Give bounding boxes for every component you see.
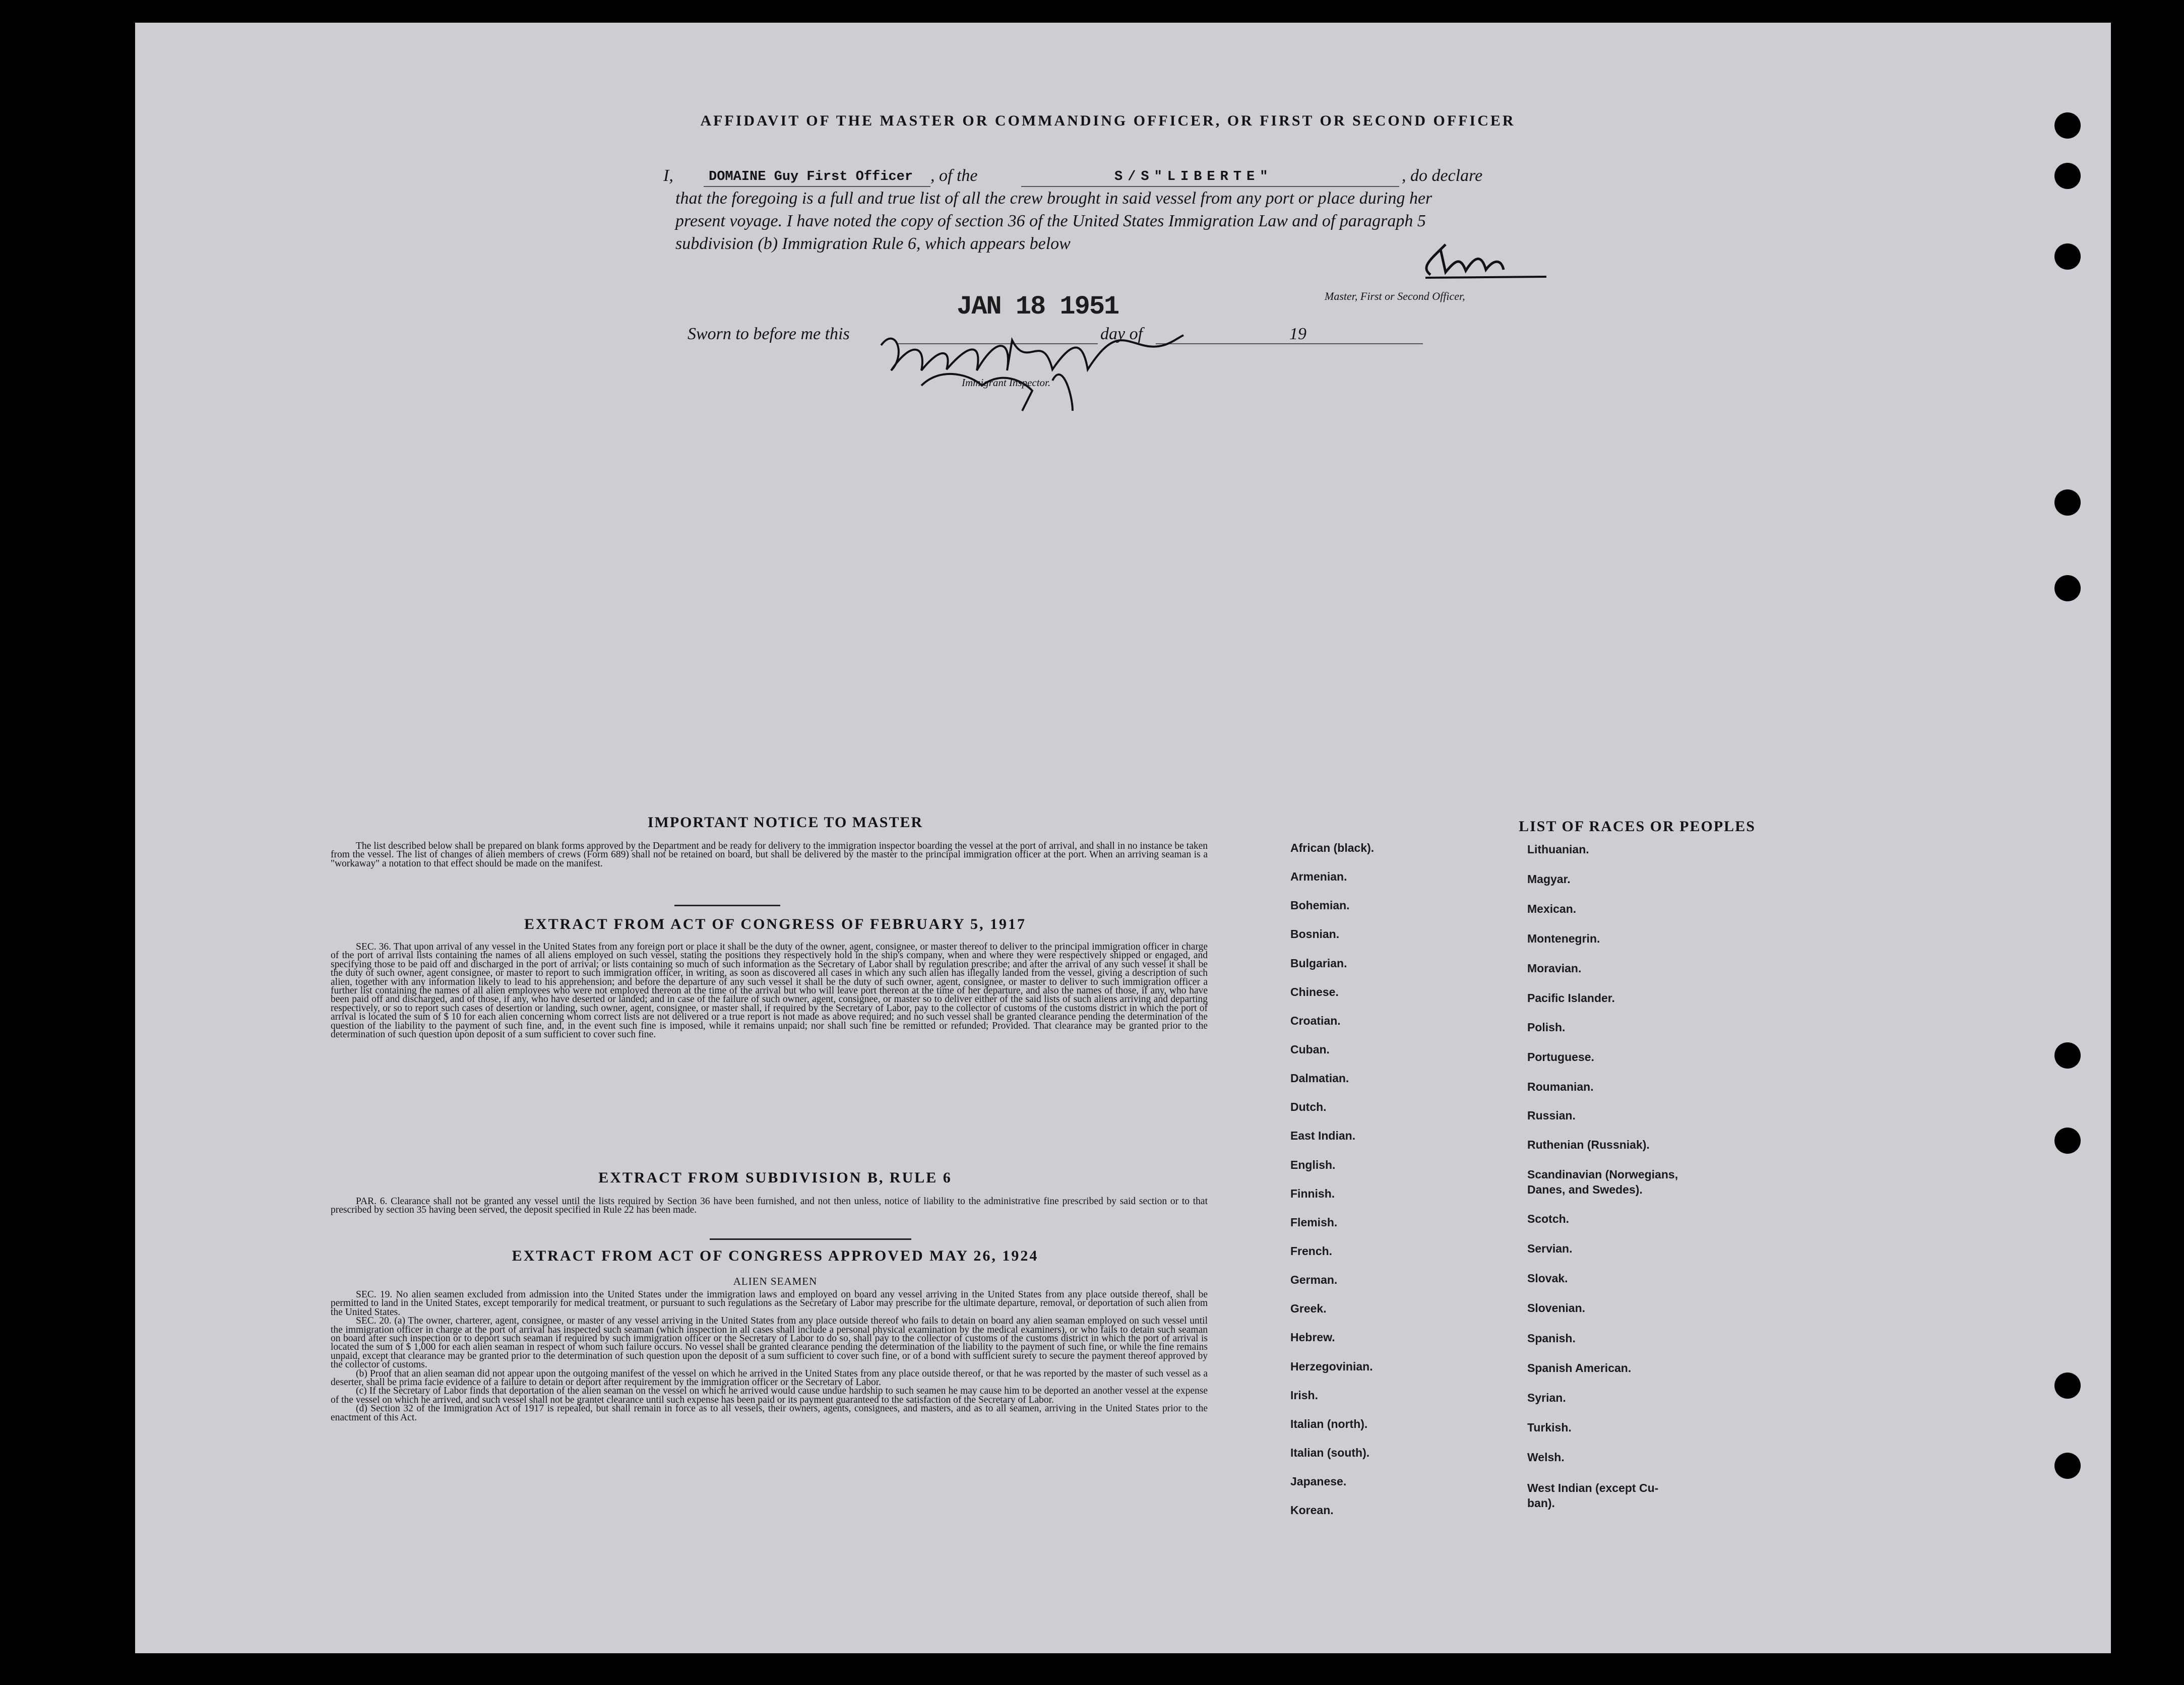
race-item: Flemish. <box>1290 1216 1338 1229</box>
race-item: Portuguese. <box>1527 1050 1594 1064</box>
pronoun-i: I, <box>663 166 673 185</box>
punch-hole <box>2054 243 2081 270</box>
punch-hole <box>2054 163 2081 189</box>
section-20d-paragraph: (d) Section 32 of the Immigration Act of 1917 is repealed, but shall remain in force as to all vessels, their owners, agents, consignees, and masters, and as to all seamen, arriving in the United States prior to the enactment of this Act. <box>331 1403 1208 1423</box>
section-divider <box>710 1238 911 1240</box>
race-item: Dalmatian. <box>1290 1072 1349 1085</box>
affidavit-line-2: that the foregoing is a full and true list of all the crew brought in said vessel from any port or place during her <box>675 189 1432 208</box>
section-20b-paragraph: (b) Proof that an alien seaman did not appear upon the outgoing manifest of the vessel on which he arrived in the United States from any place outside thereof, or that he was reported by the master of such vessel as a deserter, shall be prima facie evidence of a failure to detain or deport after requirement by the immigration officer or the Secretary of Labor. <box>331 1368 1208 1388</box>
extract-rule6-title: EXTRACT FROM SUBDIVISION B, RULE 6 <box>598 1169 952 1186</box>
extract-1917-title: EXTRACT FROM ACT OF CONGRESS OF FEBRUARY 5, 1917 <box>524 916 1027 932</box>
race-item: Spanish. <box>1527 1332 1576 1345</box>
race-item: Danes, and Swedes). <box>1527 1183 1643 1196</box>
race-item: Chinese. <box>1290 985 1339 998</box>
punch-hole <box>2054 489 2081 516</box>
extract-1924-text <box>331 1290 1208 1422</box>
punch-hole <box>2054 112 2081 139</box>
alien-seamen-subtitle: ALIEN SEAMEN <box>733 1275 818 1287</box>
punch-hole <box>2054 1128 2081 1154</box>
race-item: African (black). <box>1290 841 1375 854</box>
officer-name: DOMAINE Guy First Officer <box>709 169 913 184</box>
race-item: Spanish American. <box>1527 1361 1632 1375</box>
punch-hole <box>2054 1453 2081 1479</box>
race-item: Bulgarian. <box>1290 957 1347 970</box>
race-item: Montenegrin. <box>1527 932 1600 945</box>
race-item: Roumanian. <box>1527 1080 1594 1093</box>
race-item: Slovak. <box>1527 1272 1568 1285</box>
race-item: Scotch. <box>1527 1212 1570 1225</box>
race-item: Japanese. <box>1290 1475 1347 1488</box>
race-item: Italian (south). <box>1290 1446 1370 1459</box>
races-title: LIST OF RACES OR PEOPLES <box>1519 818 1756 835</box>
day-of-text: day of <box>1100 325 1143 343</box>
race-item: Finnish. <box>1290 1187 1335 1200</box>
officer-signature <box>1294 229 1506 290</box>
section-36-paragraph: SEC. 36. That upon arrival of any vessel in the United States from any foreign port or place it shall be the duty of the owner, agent, consignee, or master thereof to deliver to the principal immigration officer in charge of the port of arrival lists containing the names of all aliens employed on such vessel, stating the positions they respectively hold in the ship's company, when and where they were respectively shipped or engaged, and specifying those to be paid off and discharged in the port of arrival; or lists containing so much of such information as the Secretary of Labor shall by regulation prescribe; and after the arrival of any such vessel it shall be the duty of such owner, agent consignee, or master to report to such immigration officer, in writing, as soon as discovered all cases in which any such alien has illegally landed from the vessel, giving a description of such alien, together with any information likely to lead to his apprehension; and before the departure of any such vessel it shall be the duty of such owner, agent, consignee, or master to deliver to such immigration officer a further list containing the names of all alien employees who were not employed thereon at the time of the arrival but who will leave port thereon at the time of her departure, and also the names of those, if any, who have been paid off and discharged, and of those, if any, who have deserted or landed; and in case of the failure of such owner, agent, consignee, or master so to deliver either of the said lists of such aliens arriving and departing respectively, or so to report such cases of desertion or landing, such owner, agent, consignee, or master shall, if required by the Secretary of Labor, pay to the collector of customs of the customs district in which the port of arrival is located the sum of $ 10 for each alien concerning whom correct lists are not delivered or a true report is not made as above required; and no such vessel shall be granted clearance pending the determination of the question of the liability to the payment of such fine, and, in the event such fine is imposed, while it remains unpaid; nor shall such fine be remitted or refunded; Provided. That clearance may be granted prior to the determination of such question upon deposit of a sum sufficient to cover such fine. <box>331 942 1208 1040</box>
race-item: Croatian. <box>1290 1014 1341 1027</box>
race-item: Ruthenian (Russniak). <box>1527 1138 1650 1151</box>
year-line <box>1309 343 1355 344</box>
race-item: Russian. <box>1527 1109 1576 1122</box>
race-item: Hebrew. <box>1290 1331 1335 1344</box>
extract-1924-title: EXTRACT FROM ACT OF CONGRESS APPROVED MAY 26, 1924 <box>512 1247 1039 1264</box>
race-item: Italian (north). <box>1290 1417 1368 1430</box>
race-item: Slovenian. <box>1527 1301 1586 1315</box>
race-item: ban). <box>1527 1496 1555 1510</box>
section-19-paragraph: SEC. 19. No alien seamen excluded from admission into the United States under the immigration laws and employed on board any vessel arriving in the United States from any place outside thereof, shall be permitted to land in the United States, except temporarily for medical treatment, or pursuant to such regulations as the Secretary of Labor may prescribe for the ultimate departure, removal, or deportation of such alien from the United States. <box>331 1289 1208 1318</box>
punch-hole <box>2054 1042 2081 1069</box>
do-declare-text: , do declare <box>1402 166 1483 185</box>
race-item: French. <box>1290 1244 1333 1258</box>
race-item: Dutch. <box>1290 1100 1327 1113</box>
race-item: Korean. <box>1290 1504 1334 1517</box>
paragraph-6: PAR. 6. Clearance shall not be granted any vessel until the lists required by Section 36 have been furnished, and not then unless, notice of liability to the administrative fine prescribed by said section or to that prescribed by section 35 having been served, the deposit specified in Rule 22 has been made. <box>331 1196 1208 1216</box>
vessel-line <box>1021 186 1399 187</box>
inspector-label: Immigrant Inspector. <box>962 377 1051 389</box>
race-item: Servian. <box>1527 1242 1573 1255</box>
race-item: Herzegovinian. <box>1290 1360 1373 1373</box>
race-item: Turkish. <box>1527 1421 1572 1434</box>
race-item: Syrian. <box>1527 1391 1566 1404</box>
vessel-name: S/S"LIBERTE" <box>1114 169 1273 184</box>
affidavit-title: AFFIDAVIT OF THE MASTER OR COMMANDING OFFICER, OR FIRST OR SECOND OFFICER <box>700 112 1516 129</box>
race-item: Mexican. <box>1527 902 1577 915</box>
race-item: Cuban. <box>1290 1043 1330 1056</box>
race-item: English. <box>1290 1158 1336 1171</box>
officer-name-line <box>704 186 930 187</box>
race-item: Armenian. <box>1290 870 1347 883</box>
notice-title: IMPORTANT NOTICE TO MASTER <box>647 814 923 831</box>
extract-rule6-text <box>331 1197 1208 1215</box>
race-item: Bohemian. <box>1290 899 1350 912</box>
affidavit-line-3: present voyage. I have noted the copy of section 36 of the United States Immigration Law and of paragraph 5 <box>675 212 1426 230</box>
race-item: Magyar. <box>1527 872 1571 886</box>
punch-hole <box>2054 575 2081 601</box>
race-item: Lithuanian. <box>1527 843 1589 856</box>
race-item: Polish. <box>1527 1021 1566 1034</box>
inspector-signature <box>861 310 1214 411</box>
extract-1917-text <box>331 943 1208 1039</box>
of-the-text: , of the <box>930 166 978 185</box>
race-item: Bosnian. <box>1290 927 1340 941</box>
race-item: Moravian. <box>1527 962 1582 975</box>
year-prefix: 19 <box>1289 325 1306 343</box>
sworn-text: Sworn to before me this <box>688 325 850 343</box>
race-item: German. <box>1290 1273 1338 1286</box>
punch-hole <box>2054 1372 2081 1399</box>
affidavit-line-4: subdivision (b) Immigration Rule 6, which appears below <box>675 234 1071 253</box>
notice-text <box>331 842 1208 868</box>
section-divider <box>674 905 780 906</box>
race-item: Welsh. <box>1527 1451 1565 1464</box>
notice-paragraph: The list described below shall be prepared on blank forms approved by the Department and be ready for delivery to the immigration inspector boarding the vessel at the port of arrival, and shall in no instance be taken from the vessel. The list of changes of alien members of crews (Form 689) shall not be retained on board, but shall be delivered by the master to the principal immigration officer at the port. When an arriving seaman is a "workaway" a notation to that effect should be made on the manifest. <box>331 841 1208 869</box>
race-item: Irish. <box>1290 1389 1318 1402</box>
section-20c-paragraph: (c) If the Secretary of Labor finds that deportation of the alien seaman on the vessel on which he arrived would cause undue hardship to such seamen he may cause him to be deported an another vessel at the expense of the vessel on which he arrived, and such vessel shall not be grantet clearance until such expense has been paid or its payment guaranteed to the satisfaction of the Secretary of Labor. <box>331 1386 1208 1405</box>
section-20a-paragraph: SEC. 20. (a) The owner, charterer, agent, consignee, or master of any vessel arriving in the United States from any place outside thereof who fails to detain on board any alien seaman employed on such vessel until the immigration officer in charge at the port of arrival has inspected such seaman (which inspection in all cases shall include a personal physical examination by the medical examiners), or who fails to detain such seaman on board after such inspection or to deport such seaman if required by such immigration officer or the Secretary of Labor to do so, shall pay to the collector of customs of the customs district in which the port of arrival is located the sum of $ 1,000 for each alien seaman in respect of whom such failure occurs. No vessel shall be granted clearance pending the determination of the liability to the payment of such fine, or while the fine remains unpaid, except that clearance may be granted prior to the determination of such question upon the deposit of a sum sufficient to cover such fine, or of a bond with sufficient surety to secure the payment thereof approved by the collector of customs. <box>331 1316 1208 1370</box>
race-item: Pacific Islander. <box>1527 991 1615 1005</box>
race-item: Scandinavian (Norwegians, <box>1527 1168 1678 1181</box>
race-item: Greek. <box>1290 1302 1327 1315</box>
race-item: West Indian (except Cu- <box>1527 1481 1659 1494</box>
officer-role-label: Master, First or Second Officer, <box>1325 290 1465 302</box>
document-page <box>135 23 2111 1653</box>
date-stamp: JAN 18 1951 <box>957 292 1119 322</box>
race-item: East Indian. <box>1290 1129 1356 1142</box>
